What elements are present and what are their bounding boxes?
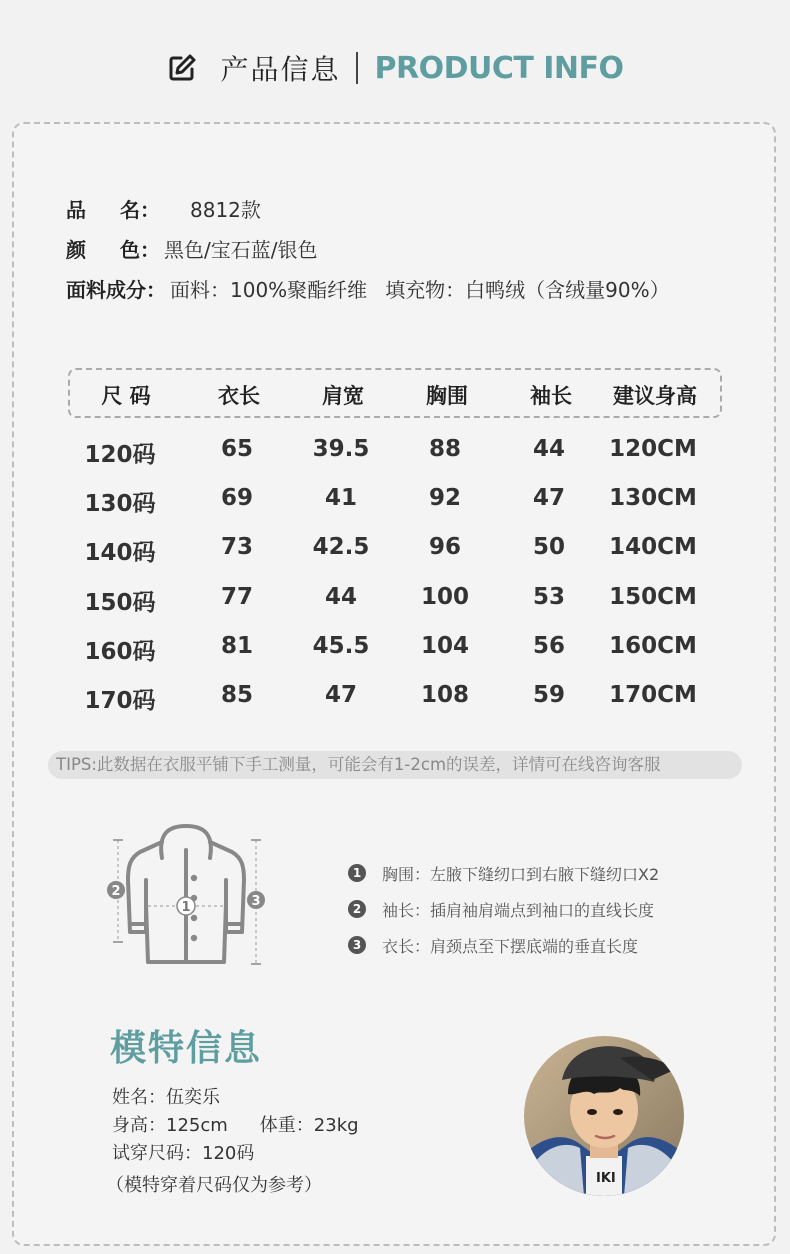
model-height: 身高：125cm bbox=[112, 1115, 228, 1136]
size-table bbox=[68, 428, 722, 723]
edit-icon bbox=[166, 52, 198, 84]
header-chest: 胸围 bbox=[426, 384, 468, 408]
cell-size: 130码 bbox=[84, 491, 156, 518]
cell-length: 85 bbox=[220, 681, 254, 708]
table-row bbox=[68, 526, 722, 575]
svg-text:2: 2 bbox=[111, 884, 121, 899]
diagram-marker-2 bbox=[107, 881, 125, 899]
table-row bbox=[68, 428, 722, 477]
model-size: 试穿尺码：120码 bbox=[112, 1143, 255, 1164]
product-filling-value: 填充物：白鸭绒（含绒量90%） bbox=[385, 277, 670, 302]
cell-sleeve: 56 bbox=[532, 632, 566, 659]
number-badge: 2 bbox=[348, 900, 366, 918]
table-row bbox=[68, 576, 722, 625]
cell-length: 65 bbox=[220, 436, 254, 462]
number-badge: 1 bbox=[348, 864, 366, 882]
cell-length: 77 bbox=[220, 583, 254, 610]
product-name-value: 8812款 bbox=[190, 197, 261, 222]
title-cn: 产品信息 bbox=[220, 53, 341, 86]
header-shoulder: 肩宽 bbox=[322, 384, 364, 408]
cell-chest: 88 bbox=[428, 436, 462, 462]
table-row bbox=[68, 674, 722, 723]
measure-text: 袖长：插肩袖肩端点到袖口的直线长度 bbox=[382, 900, 655, 920]
model-info bbox=[106, 1084, 359, 1200]
svg-text:1: 1 bbox=[181, 900, 191, 915]
product-name-row bbox=[66, 188, 670, 228]
model-note: （模特穿着尺码仅为参考） bbox=[106, 1175, 322, 1196]
title-en: PRODUCT INFO bbox=[374, 50, 624, 86]
table-row bbox=[68, 625, 722, 674]
jacket-diagram bbox=[100, 820, 270, 972]
cell-size: 120码 bbox=[84, 442, 156, 468]
measure-text: 衣长：肩颈点至下摆底端的垂直长度 bbox=[382, 936, 639, 956]
tips-banner: TIPS:此数据在衣服平铺下手工测量，可能会有1-2cm的误差，详情可在线咨询客服 bbox=[48, 751, 742, 779]
list-item bbox=[348, 855, 659, 891]
number-badge: 3 bbox=[348, 936, 366, 954]
diagram-marker-3 bbox=[247, 891, 265, 909]
size-table-header bbox=[68, 368, 722, 418]
avatar-illustration bbox=[524, 1036, 684, 1196]
cell-chest: 100 bbox=[420, 583, 470, 610]
model-name: 姓名：伍奕乐 bbox=[112, 1087, 220, 1108]
cell-chest: 104 bbox=[420, 632, 470, 659]
model-weight: 体重：23kg bbox=[259, 1115, 359, 1136]
cell-height: 150CM bbox=[609, 583, 697, 610]
measure-list bbox=[348, 855, 659, 963]
cell-chest: 92 bbox=[428, 485, 462, 512]
list-item bbox=[348, 927, 659, 963]
list-item bbox=[348, 891, 659, 927]
cell-height: 140CM bbox=[609, 534, 697, 561]
cell-length: 69 bbox=[220, 485, 254, 512]
product-color-row bbox=[66, 228, 670, 268]
cell-shoulder: 42.5 bbox=[312, 534, 370, 561]
jacket-outline-icon bbox=[128, 826, 244, 962]
table-row bbox=[68, 477, 722, 526]
cell-length: 81 bbox=[220, 632, 254, 659]
cell-shoulder: 45.5 bbox=[312, 632, 370, 659]
header-height: 建议身高 bbox=[613, 384, 697, 408]
product-color-value: 黑色/宝石蓝/银色 bbox=[164, 237, 318, 262]
cell-sleeve: 44 bbox=[532, 436, 566, 462]
cell-height: 130CM bbox=[609, 485, 697, 512]
cell-shoulder: 39.5 bbox=[312, 436, 370, 462]
svg-text:3: 3 bbox=[251, 894, 261, 909]
svg-text:IKI: IKI bbox=[596, 1171, 616, 1186]
cell-size: 140码 bbox=[84, 540, 156, 567]
product-info bbox=[66, 188, 670, 308]
cell-sleeve: 53 bbox=[532, 583, 566, 610]
cell-shoulder: 44 bbox=[324, 583, 358, 610]
product-fabric-row bbox=[66, 268, 670, 308]
cell-size: 170码 bbox=[84, 687, 156, 714]
cell-height: 170CM bbox=[609, 681, 697, 708]
cell-length: 73 bbox=[220, 534, 254, 561]
header-size: 尺 码 bbox=[101, 384, 151, 408]
cell-shoulder: 41 bbox=[324, 485, 358, 512]
header-divider bbox=[356, 52, 358, 84]
model-title: 模特信息 bbox=[110, 1028, 263, 1069]
product-name-label: 品 名： bbox=[66, 197, 160, 222]
cell-sleeve: 50 bbox=[532, 534, 566, 561]
product-fabric-label: 面料成分： bbox=[66, 277, 166, 302]
cell-sleeve: 59 bbox=[532, 681, 566, 708]
diagram-marker-1 bbox=[177, 897, 195, 915]
cell-chest: 108 bbox=[420, 681, 470, 708]
cell-sleeve: 47 bbox=[532, 485, 566, 512]
cell-size: 160码 bbox=[84, 638, 156, 665]
cell-height: 120CM bbox=[609, 436, 697, 462]
cell-height: 160CM bbox=[609, 632, 697, 659]
model-photo bbox=[524, 1036, 684, 1196]
measure-text: 胸围：左腋下缝纫口到右腋下缝纫口X2 bbox=[382, 864, 660, 884]
cell-chest: 96 bbox=[428, 534, 462, 561]
product-color-label: 颜 色： bbox=[66, 237, 160, 262]
header-sleeve: 袖长 bbox=[530, 384, 572, 408]
cell-size: 150码 bbox=[84, 589, 156, 616]
model-body bbox=[112, 1112, 359, 1140]
product-fabric-value: 面料：100%聚酯纤维 bbox=[170, 277, 368, 302]
header-length: 衣长 bbox=[218, 384, 260, 408]
cell-shoulder: 47 bbox=[324, 681, 358, 708]
page-header bbox=[0, 46, 790, 90]
